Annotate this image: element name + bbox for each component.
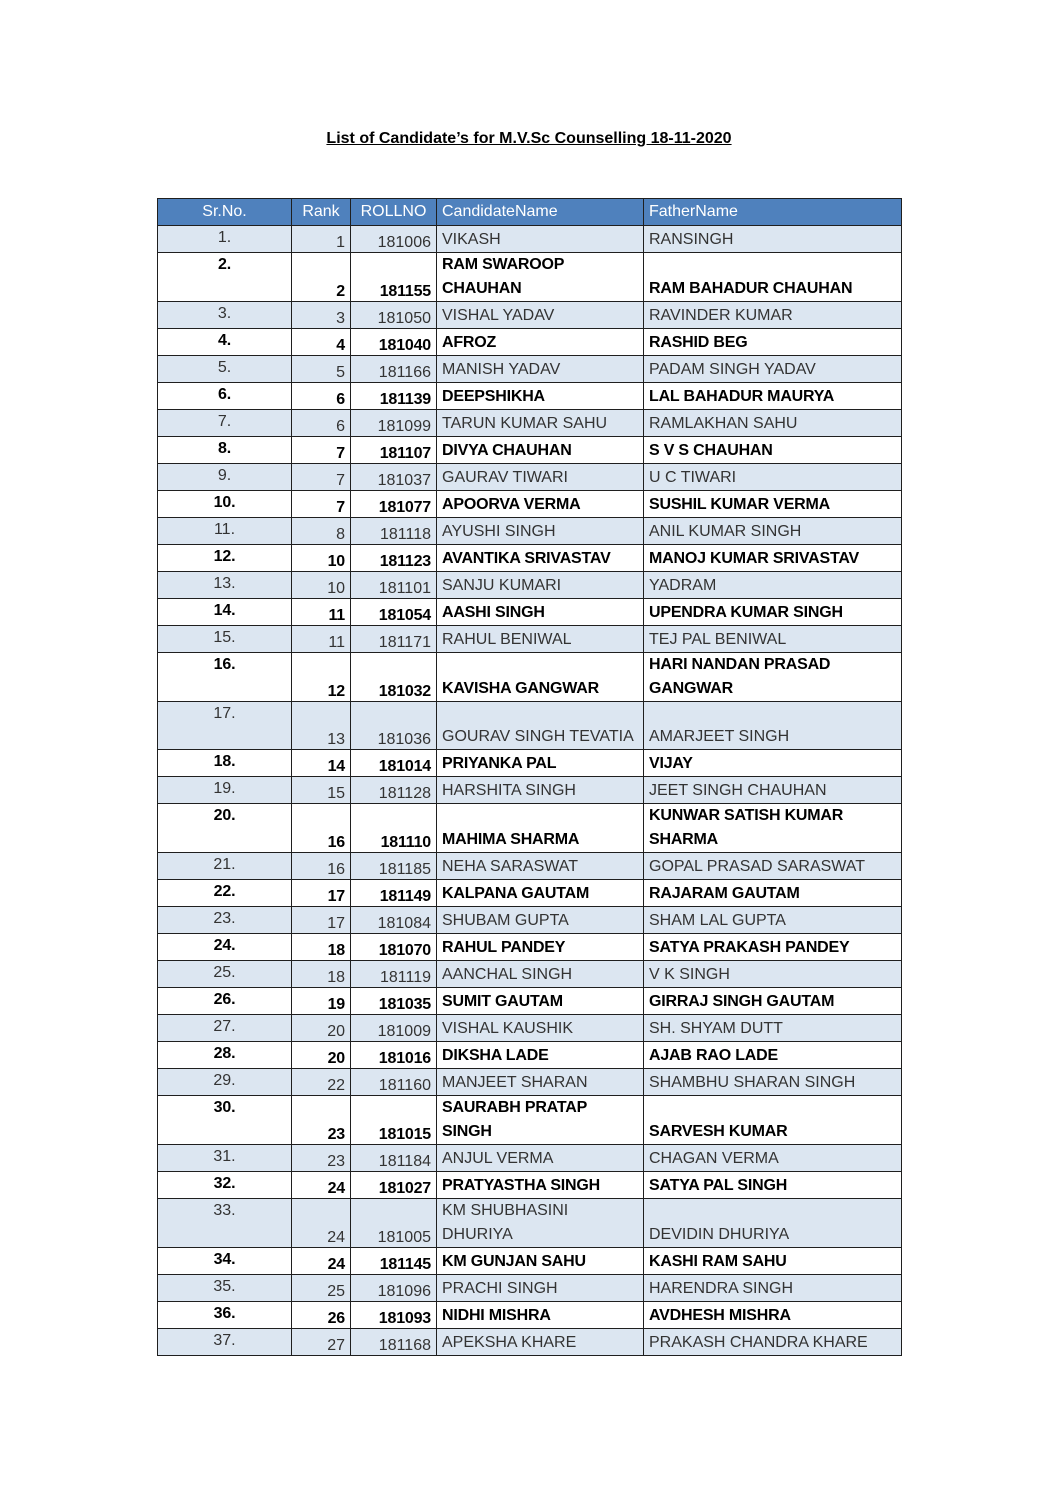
table-row xyxy=(158,329,902,356)
table-row xyxy=(158,1172,902,1199)
cell-sr-no: 4. xyxy=(158,329,292,356)
table-row xyxy=(158,1015,902,1042)
cell-rank: 23 xyxy=(292,1145,351,1172)
cell-rank: 15 xyxy=(292,777,351,804)
cell-rank: 16 xyxy=(292,804,351,853)
cell-roll-no: 181166 xyxy=(351,356,437,383)
cell-rank: 14 xyxy=(292,750,351,777)
cell-sr-no: 1. xyxy=(158,226,292,253)
cell-roll-no: 181155 xyxy=(351,253,437,302)
cell-roll-no: 181050 xyxy=(351,302,437,329)
cell-sr-no: 11. xyxy=(158,518,292,545)
cell-candidate-name: TARUN KUMAR SAHU xyxy=(437,410,644,437)
cell-father-name: SATYA PRAKASH PANDEY xyxy=(644,934,902,961)
cell-roll-no: 181101 xyxy=(351,572,437,599)
cell-father-name: HARI NANDAN PRASAD GANGWAR xyxy=(644,653,902,702)
cell-sr-no: 17. xyxy=(158,702,292,750)
cell-roll-no: 181185 xyxy=(351,853,437,880)
cell-father-name: SARVESH KUMAR xyxy=(644,1096,902,1145)
cell-father-name: RAVINDER KUMAR xyxy=(644,302,902,329)
cell-roll-no: 181077 xyxy=(351,491,437,518)
cell-father-name: MANOJ KUMAR SRIVASTAV xyxy=(644,545,902,572)
header-rank: Rank xyxy=(292,199,351,226)
cell-sr-no: 34. xyxy=(158,1248,292,1275)
cell-sr-no: 22. xyxy=(158,880,292,907)
header-father-name: FatherName xyxy=(644,199,902,226)
cell-rank: 20 xyxy=(292,1015,351,1042)
cell-rank: 11 xyxy=(292,626,351,653)
cell-candidate-name: PRIYANKA PAL xyxy=(437,750,644,777)
table-row xyxy=(158,1248,902,1275)
cell-rank: 7 xyxy=(292,491,351,518)
table-row xyxy=(158,599,902,626)
cell-candidate-name: AASHI SINGH xyxy=(437,599,644,626)
cell-rank: 26 xyxy=(292,1302,351,1329)
cell-sr-no: 19. xyxy=(158,777,292,804)
cell-rank: 7 xyxy=(292,464,351,491)
cell-father-name: V K SINGH xyxy=(644,961,902,988)
cell-rank: 22 xyxy=(292,1069,351,1096)
cell-candidate-name: PRACHI SINGH xyxy=(437,1275,644,1302)
cell-candidate-name: RAHUL PANDEY xyxy=(437,934,644,961)
cell-candidate-name: AFROZ xyxy=(437,329,644,356)
cell-father-name: CHAGAN VERMA xyxy=(644,1145,902,1172)
cell-father-name: UPENDRA KUMAR SINGH xyxy=(644,599,902,626)
cell-sr-no: 35. xyxy=(158,1275,292,1302)
cell-sr-no: 24. xyxy=(158,934,292,961)
cell-sr-no: 33. xyxy=(158,1199,292,1248)
cell-candidate-name: VISHAL YADAV xyxy=(437,302,644,329)
cell-father-name: SH. SHYAM DUTT xyxy=(644,1015,902,1042)
table-row xyxy=(158,226,902,253)
table-row xyxy=(158,1145,902,1172)
header-candidate-name: CandidateName xyxy=(437,199,644,226)
cell-rank: 5 xyxy=(292,356,351,383)
cell-rank: 4 xyxy=(292,329,351,356)
cell-roll-no: 181032 xyxy=(351,653,437,702)
cell-rank: 24 xyxy=(292,1248,351,1275)
cell-father-name: LAL BAHADUR MAURYA xyxy=(644,383,902,410)
cell-rank: 11 xyxy=(292,599,351,626)
cell-candidate-name: MANJEET SHARAN xyxy=(437,1069,644,1096)
cell-sr-no: 31. xyxy=(158,1145,292,1172)
cell-sr-no: 5. xyxy=(158,356,292,383)
cell-father-name: AJAB RAO LADE xyxy=(644,1042,902,1069)
table-row xyxy=(158,491,902,518)
table-row xyxy=(158,356,902,383)
cell-candidate-name: VISHAL KAUSHIK xyxy=(437,1015,644,1042)
cell-roll-no: 181184 xyxy=(351,1145,437,1172)
cell-sr-no: 32. xyxy=(158,1172,292,1199)
cell-rank: 7 xyxy=(292,437,351,464)
cell-roll-no: 181015 xyxy=(351,1096,437,1145)
cell-roll-no: 181149 xyxy=(351,880,437,907)
table-row xyxy=(158,880,902,907)
cell-candidate-name: KM GUNJAN SAHU xyxy=(437,1248,644,1275)
cell-father-name: ANIL KUMAR SINGH xyxy=(644,518,902,545)
cell-candidate-name: APOORVA VERMA xyxy=(437,491,644,518)
cell-roll-no: 181160 xyxy=(351,1069,437,1096)
cell-sr-no: 16. xyxy=(158,653,292,702)
cell-roll-no: 181093 xyxy=(351,1302,437,1329)
cell-rank: 13 xyxy=(292,702,351,750)
cell-sr-no: 28. xyxy=(158,1042,292,1069)
cell-father-name: SHAMBHU SHARAN SINGH xyxy=(644,1069,902,1096)
cell-father-name: RANSINGH xyxy=(644,226,902,253)
table-body xyxy=(158,226,902,1356)
table-row xyxy=(158,572,902,599)
cell-rank: 2 xyxy=(292,253,351,302)
cell-candidate-name: HARSHITA SINGH xyxy=(437,777,644,804)
table-row xyxy=(158,1275,902,1302)
table-row xyxy=(158,988,902,1015)
cell-father-name: KASHI RAM SAHU xyxy=(644,1248,902,1275)
cell-father-name: DEVIDIN DHURIYA xyxy=(644,1199,902,1248)
cell-rank: 20 xyxy=(292,1042,351,1069)
cell-roll-no: 181037 xyxy=(351,464,437,491)
cell-roll-no: 181123 xyxy=(351,545,437,572)
cell-sr-no: 27. xyxy=(158,1015,292,1042)
cell-roll-no: 181016 xyxy=(351,1042,437,1069)
cell-rank: 19 xyxy=(292,988,351,1015)
table-row xyxy=(158,410,902,437)
cell-sr-no: 23. xyxy=(158,907,292,934)
cell-candidate-name: RAM SWAROOP CHAUHAN xyxy=(437,253,644,302)
cell-rank: 23 xyxy=(292,1096,351,1145)
cell-father-name: SHAM LAL GUPTA xyxy=(644,907,902,934)
cell-father-name: YADRAM xyxy=(644,572,902,599)
cell-rank: 17 xyxy=(292,880,351,907)
cell-roll-no: 181107 xyxy=(351,437,437,464)
cell-roll-no: 181145 xyxy=(351,1248,437,1275)
cell-candidate-name: KAVISHA GANGWAR xyxy=(437,653,644,702)
cell-sr-no: 14. xyxy=(158,599,292,626)
cell-candidate-name: GOURAV SINGH TEVATIA xyxy=(437,702,644,750)
cell-father-name: PADAM SINGH YADAV xyxy=(644,356,902,383)
cell-candidate-name: NEHA SARASWAT xyxy=(437,853,644,880)
cell-roll-no: 181014 xyxy=(351,750,437,777)
cell-roll-no: 181119 xyxy=(351,961,437,988)
cell-candidate-name: KALPANA GAUTAM xyxy=(437,880,644,907)
cell-sr-no: 3. xyxy=(158,302,292,329)
cell-sr-no: 20. xyxy=(158,804,292,853)
cell-roll-no: 181128 xyxy=(351,777,437,804)
cell-candidate-name: AANCHAL SINGH xyxy=(437,961,644,988)
table-row xyxy=(158,777,902,804)
cell-sr-no: 25. xyxy=(158,961,292,988)
cell-father-name: RAMLAKHAN SAHU xyxy=(644,410,902,437)
cell-sr-no: 9. xyxy=(158,464,292,491)
table-row xyxy=(158,961,902,988)
cell-candidate-name: AVANTIKA SRIVASTAV xyxy=(437,545,644,572)
cell-father-name: SATYA PAL SINGH xyxy=(644,1172,902,1199)
table-row xyxy=(158,702,902,750)
cell-father-name: VIJAY xyxy=(644,750,902,777)
cell-father-name: U C TIWARI xyxy=(644,464,902,491)
cell-rank: 25 xyxy=(292,1275,351,1302)
table-row xyxy=(158,383,902,410)
table-row xyxy=(158,907,902,934)
cell-father-name: KUNWAR SATISH KUMAR SHARMA xyxy=(644,804,902,853)
cell-rank: 1 xyxy=(292,226,351,253)
document-title: List of Candidate’s for M.V.Sc Counselling 18-11-2020 xyxy=(326,130,732,147)
table-row xyxy=(158,804,902,853)
cell-rank: 18 xyxy=(292,934,351,961)
cell-roll-no: 181118 xyxy=(351,518,437,545)
cell-candidate-name: APEKSHA KHARE xyxy=(437,1329,644,1356)
cell-candidate-name: DIKSHA LADE xyxy=(437,1042,644,1069)
header-sr-no: Sr.No. xyxy=(158,199,292,226)
cell-sr-no: 18. xyxy=(158,750,292,777)
table-row xyxy=(158,1042,902,1069)
cell-father-name: RAM BAHADUR CHAUHAN xyxy=(644,253,902,302)
cell-candidate-name: GAURAV TIWARI xyxy=(437,464,644,491)
table-row xyxy=(158,437,902,464)
table-row xyxy=(158,853,902,880)
cell-roll-no: 181139 xyxy=(351,383,437,410)
cell-father-name: TEJ PAL BENIWAL xyxy=(644,626,902,653)
cell-sr-no: 12. xyxy=(158,545,292,572)
cell-rank: 16 xyxy=(292,853,351,880)
cell-rank: 6 xyxy=(292,410,351,437)
cell-sr-no: 13. xyxy=(158,572,292,599)
cell-sr-no: 30. xyxy=(158,1096,292,1145)
cell-father-name: RASHID BEG xyxy=(644,329,902,356)
cell-candidate-name: SAURABH PRATAP SINGH xyxy=(437,1096,644,1145)
table-header xyxy=(158,199,902,226)
cell-father-name: JEET SINGH CHAUHAN xyxy=(644,777,902,804)
cell-roll-no: 181009 xyxy=(351,1015,437,1042)
cell-sr-no: 6. xyxy=(158,383,292,410)
cell-roll-no: 181070 xyxy=(351,934,437,961)
cell-roll-no: 181168 xyxy=(351,1329,437,1356)
cell-sr-no: 21. xyxy=(158,853,292,880)
cell-father-name: HARENDRA SINGH xyxy=(644,1275,902,1302)
table-row xyxy=(158,1329,902,1356)
table-row xyxy=(158,750,902,777)
cell-rank: 18 xyxy=(292,961,351,988)
cell-candidate-name: DEEPSHIKHA xyxy=(437,383,644,410)
cell-rank: 24 xyxy=(292,1199,351,1248)
cell-father-name: S V S CHAUHAN xyxy=(644,437,902,464)
cell-roll-no: 181171 xyxy=(351,626,437,653)
table-row xyxy=(158,1199,902,1248)
table-row xyxy=(158,302,902,329)
cell-rank: 3 xyxy=(292,302,351,329)
cell-rank: 24 xyxy=(292,1172,351,1199)
table-row xyxy=(158,934,902,961)
cell-candidate-name: SUMIT GAUTAM xyxy=(437,988,644,1015)
cell-sr-no: 15. xyxy=(158,626,292,653)
cell-roll-no: 181035 xyxy=(351,988,437,1015)
cell-father-name: AVDHESH MISHRA xyxy=(644,1302,902,1329)
cell-candidate-name: VIKASH xyxy=(437,226,644,253)
cell-candidate-name: DIVYA CHAUHAN xyxy=(437,437,644,464)
header-roll-no: ROLLNO xyxy=(351,199,437,226)
cell-roll-no: 181005 xyxy=(351,1199,437,1248)
cell-roll-no: 181096 xyxy=(351,1275,437,1302)
cell-roll-no: 181084 xyxy=(351,907,437,934)
table-row xyxy=(158,545,902,572)
cell-rank: 10 xyxy=(292,572,351,599)
cell-rank: 12 xyxy=(292,653,351,702)
cell-roll-no: 181110 xyxy=(351,804,437,853)
cell-roll-no: 181036 xyxy=(351,702,437,750)
cell-candidate-name: NIDHI MISHRA xyxy=(437,1302,644,1329)
cell-father-name: GIRRAJ SINGH GAUTAM xyxy=(644,988,902,1015)
cell-candidate-name: KM SHUBHASINI DHURIYA xyxy=(437,1199,644,1248)
cell-sr-no: 8. xyxy=(158,437,292,464)
cell-sr-no: 10. xyxy=(158,491,292,518)
cell-roll-no: 181027 xyxy=(351,1172,437,1199)
cell-candidate-name: SANJU KUMARI xyxy=(437,572,644,599)
cell-sr-no: 29. xyxy=(158,1069,292,1096)
table-row xyxy=(158,626,902,653)
table-row xyxy=(158,1069,902,1096)
table-row xyxy=(158,653,902,702)
cell-sr-no: 2. xyxy=(158,253,292,302)
cell-candidate-name: MAHIMA SHARMA xyxy=(437,804,644,853)
cell-rank: 8 xyxy=(292,518,351,545)
cell-father-name: AMARJEET SINGH xyxy=(644,702,902,750)
cell-father-name: SUSHIL KUMAR VERMA xyxy=(644,491,902,518)
cell-sr-no: 26. xyxy=(158,988,292,1015)
cell-roll-no: 181054 xyxy=(351,599,437,626)
cell-roll-no: 181040 xyxy=(351,329,437,356)
cell-candidate-name: RAHUL BENIWAL xyxy=(437,626,644,653)
table-row xyxy=(158,464,902,491)
cell-father-name: PRAKASH CHANDRA KHARE xyxy=(644,1329,902,1356)
cell-rank: 27 xyxy=(292,1329,351,1356)
table-row xyxy=(158,253,902,302)
cell-candidate-name: ANJUL VERMA xyxy=(437,1145,644,1172)
cell-rank: 10 xyxy=(292,545,351,572)
cell-rank: 17 xyxy=(292,907,351,934)
table-row xyxy=(158,1096,902,1145)
candidate-table xyxy=(157,198,902,1356)
cell-rank: 6 xyxy=(292,383,351,410)
cell-father-name: RAJARAM GAUTAM xyxy=(644,880,902,907)
cell-sr-no: 7. xyxy=(158,410,292,437)
cell-candidate-name: MANISH YADAV xyxy=(437,356,644,383)
cell-roll-no: 181099 xyxy=(351,410,437,437)
cell-candidate-name: PRATYASTHA SINGH xyxy=(437,1172,644,1199)
cell-sr-no: 36. xyxy=(158,1302,292,1329)
table-row xyxy=(158,518,902,545)
cell-candidate-name: AYUSHI SINGH xyxy=(437,518,644,545)
cell-father-name: GOPAL PRASAD SARASWAT xyxy=(644,853,902,880)
table-row xyxy=(158,1302,902,1329)
cell-sr-no: 37. xyxy=(158,1329,292,1356)
cell-roll-no: 181006 xyxy=(351,226,437,253)
cell-candidate-name: SHUBAM GUPTA xyxy=(437,907,644,934)
